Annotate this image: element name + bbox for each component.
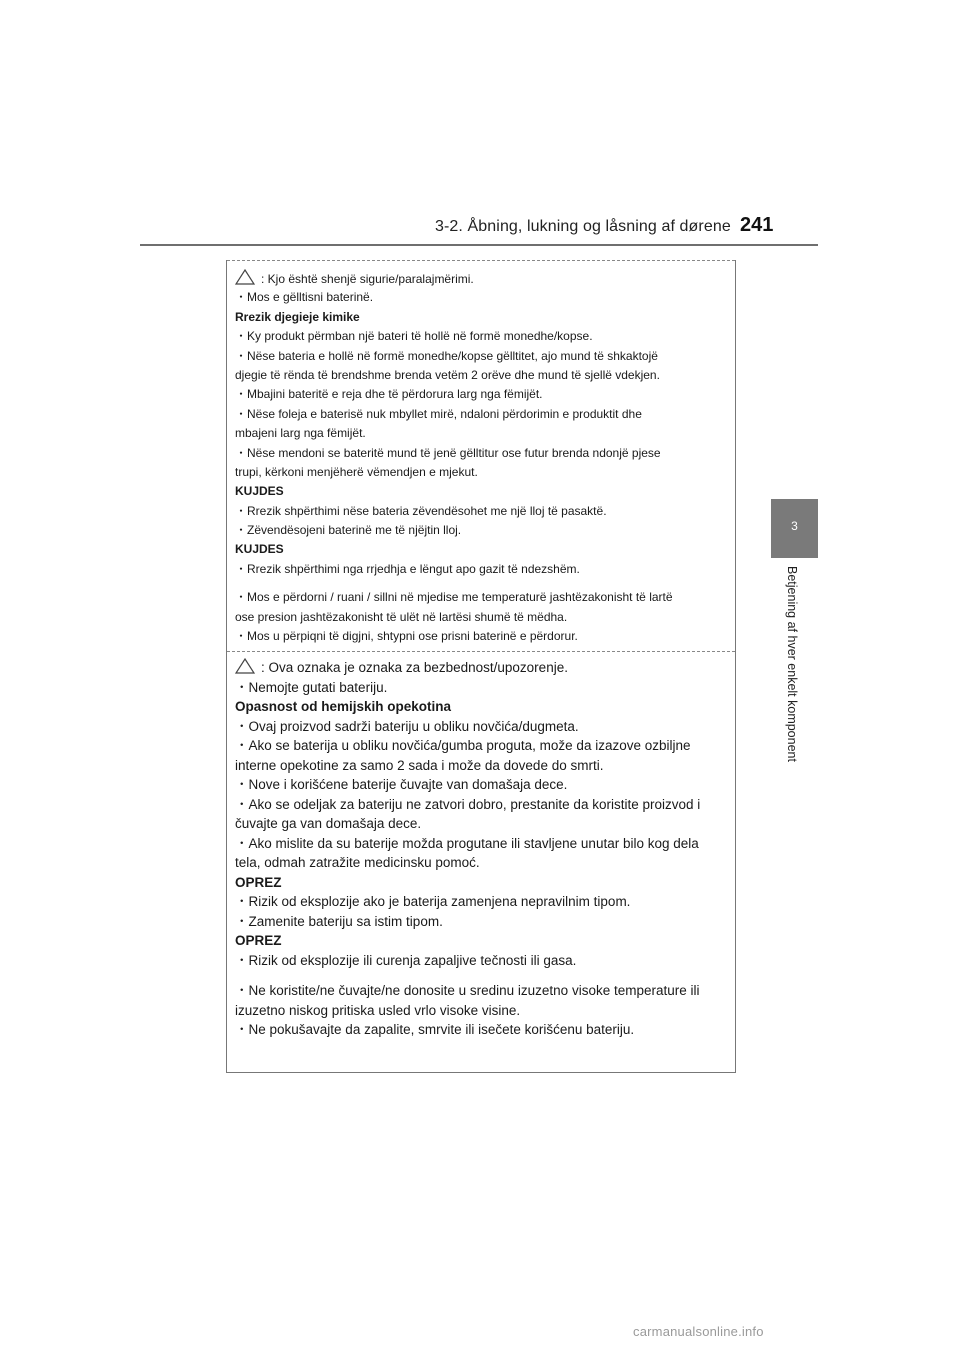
text-line: ・Nëse foleja e baterisë nuk mbyllet mirë, ndaloni përdorimin e produktit dhe	[235, 406, 642, 421]
text-line: ・Rizik od eksplozije ili curenja zapaljive tečnosti ili gasa.	[235, 952, 577, 968]
text-line: interne opekotine za samo 2 sada i može da dovede do smrti.	[235, 757, 604, 773]
text-line: djegie të rënda të brendshme brenda vetëm 2 orëve dhe mund të sjellë vdekjen.	[235, 367, 660, 382]
subheading: Opasnost od hemijskih opekotina	[235, 699, 452, 714]
text-line: ・Nëse bateria e hollë në formë monedhe/kopse gëlltitet, ajo mund të shkaktojë	[235, 348, 658, 363]
symbol-line	[235, 658, 730, 678]
section-title: 3-2. Åbning, lukning og låsning af dørene	[435, 218, 731, 235]
symbol-text: : Kjo është shenjë sigurie/paralajmërimi.	[261, 272, 474, 286]
text-line: ・Ne koristite/ne čuvajte/ne donosite u sredinu izuzetno visoke temperature ili	[235, 983, 700, 998]
section-divider	[227, 651, 735, 652]
page-number: 241	[740, 214, 774, 236]
text-line: ・Nove i korišćene baterije čuvajte van domašaja dece.	[235, 777, 568, 792]
text-line: ・Ako mislite da su baterije možda progutane ili stavljene unutar bilo kog dela	[235, 835, 699, 851]
text-line: tela, odmah zatražite medicinsku pomoć.	[235, 855, 480, 870]
chapter-label: Betjening af hver enkelt komponent	[785, 566, 799, 762]
text-line: ・Nemojte gutati bateriju.	[235, 679, 388, 695]
text-line: ・Zamenite bateriju sa istim tipom.	[235, 913, 443, 929]
text-line: ・Mos e përdorni / ruani / sillni në mjedise me temperaturë jashtëzakonisht të lartë	[235, 590, 673, 605]
text-line: trupi, kërkoni menjëherë vëmendjen e mjekut.	[235, 464, 478, 479]
caution-heading: KUJDES	[235, 484, 284, 499]
symbol-text: : Ova oznaka je oznaka za bezbednost/upozorenje.	[261, 660, 568, 675]
header-rule	[140, 244, 818, 246]
text-line: ・Ako se odeljak za bateriju ne zatvori dobro, prestanite da koristite proizvod i	[235, 796, 701, 812]
text-line: mbajeni larg nga fëmijët.	[235, 426, 366, 441]
serbian-warning-section	[235, 658, 730, 1040]
battery-warning-box	[226, 260, 736, 1073]
text-line: ose presion jashtëzakonisht të ulët në lartësi shumë të mëdha.	[235, 609, 568, 624]
chapter-tab	[771, 499, 818, 558]
albanian-warning-section	[235, 269, 730, 646]
symbol-line	[235, 269, 730, 288]
subheading: Rrezik djegieje kimike	[235, 309, 360, 324]
text-line: ・Zëvendësojeni baterinë me të njëjtin lloj.	[235, 523, 462, 538]
warning-triangle-icon	[235, 658, 255, 674]
text-line: ・Rizik od eksplozije ako je baterija zamenjena nepravilnim tipom.	[235, 894, 631, 909]
chapter-number: 3	[791, 519, 798, 533]
footer-watermark: carmanualsonline.info	[633, 1324, 764, 1339]
text-line: ・Ky produkt përmban një bateri të hollë në formë monedhe/kopse.	[235, 329, 593, 344]
text-line: ・Mbajini bateritë e reja dhe të përdorura larg nga fëmijët.	[235, 387, 543, 402]
box-top-border	[227, 260, 735, 261]
caution-heading: OPREZ	[235, 933, 282, 948]
text-line: ・Ako se baterija u obliku novčića/gumba proguta, može da izazove ozbiljne	[235, 738, 691, 753]
text-line: ・Mos u përpiqni të digjni, shtypni ose prisni baterinë e përdorur.	[235, 629, 578, 644]
text-line: čuvajte ga van domašaja dece.	[235, 816, 422, 831]
text-line: ・Nëse mendoni se bateritë mund të jenë gëlltitur ose futur brenda ndonjë pjese	[235, 445, 661, 460]
text-line: ・Ne pokušavajte da zapalite, smrvite ili isečete korišćenu bateriju.	[235, 1022, 635, 1037]
chapter-label-container	[785, 566, 805, 796]
page-header	[140, 212, 818, 246]
text-line: ・Rrezik shpërthimi nëse bateria zëvendësohet me një lloj të pasaktë.	[235, 503, 607, 518]
text-line: izuzetno niskog pritiska usled vrlo visoke visine.	[235, 1002, 521, 1018]
text-line: ・Ovaj proizvod sadrži bateriju u obliku novčića/dugmeta.	[235, 718, 579, 734]
caution-heading: OPREZ	[235, 874, 282, 890]
warning-triangle-icon	[235, 269, 255, 285]
caution-heading: KUJDES	[235, 542, 284, 557]
text-line: ・Mos e gëlltisni baterinë.	[235, 290, 374, 305]
text-line: ・Rrezik shpërthimi nga rrjedhja e lëngut apo gazit të ndezshëm.	[235, 561, 580, 576]
